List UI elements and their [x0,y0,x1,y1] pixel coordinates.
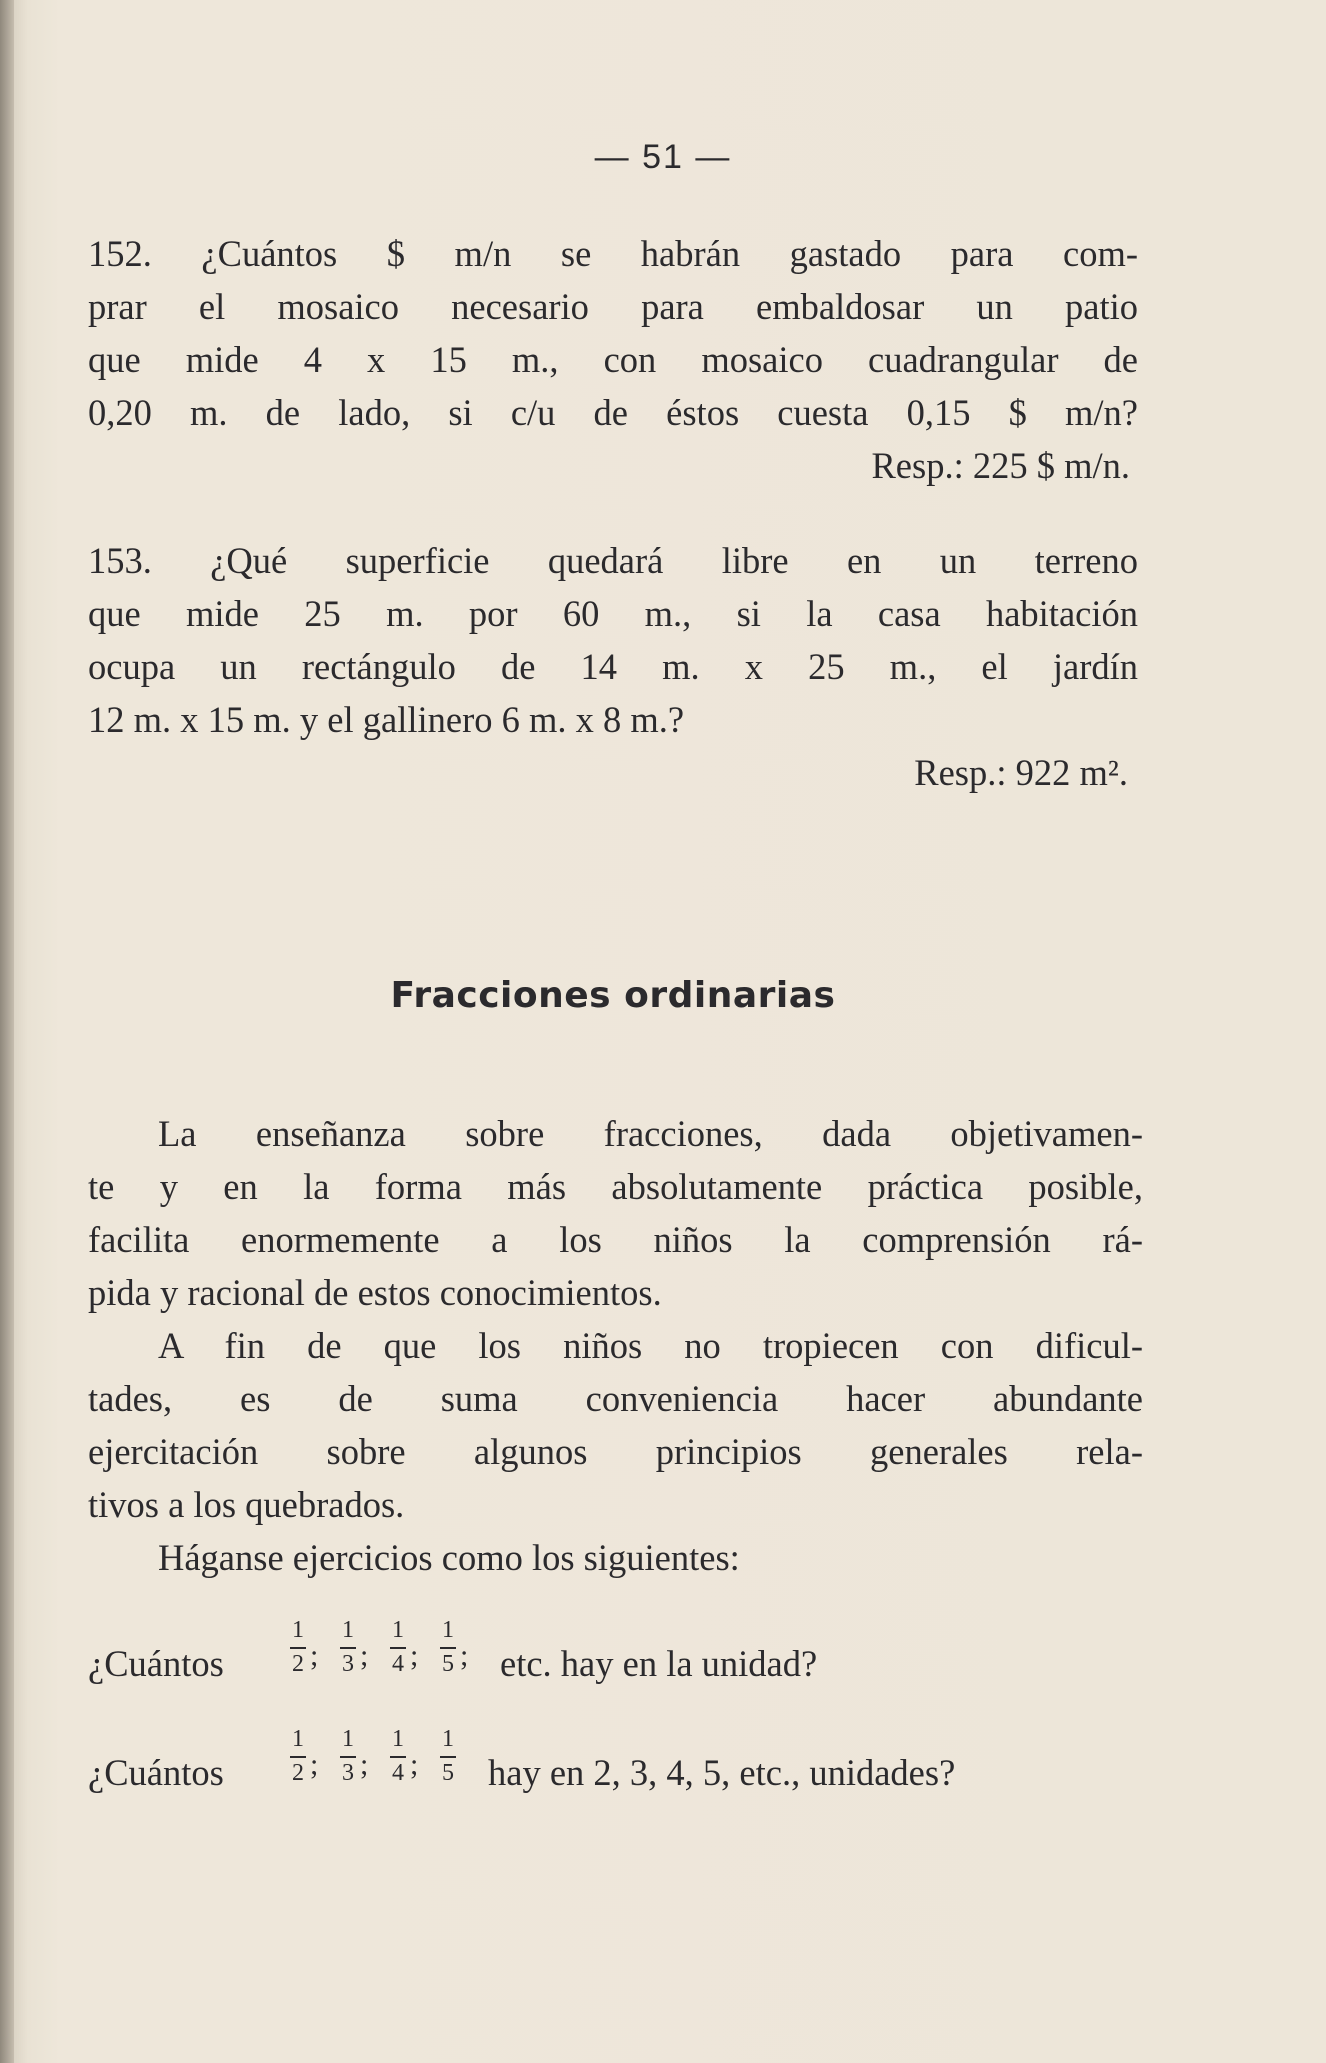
page-spine-shadow [0,0,14,2063]
problem-152-line-4: 0,20 m. de lado, si c/u de éstos cuesta 0,15 $ m/n? [88,392,1138,433]
problem-153-line-2: que mide 25 m. por 60 m., si la casa habitación [88,593,1138,634]
fraction-one-fifth: 1 5 ; [442,1617,469,1677]
fraction-one-fourth: 1 4 ; [392,1617,419,1677]
fraction-one-fourth-2: 1 4 ; [392,1726,419,1786]
problem-153-answer: Resp.: 922 m². [914,752,1128,793]
paragraph-2-line-2: tades, es de suma conveniencia hacer abundante [88,1378,1143,1419]
exercise-1-start: ¿Cuántos [88,1643,224,1684]
problem-152 [88,227,1138,492]
exercise-2-end: hay en 2, 3, 4, 5, etc., unidades? [488,1752,956,1793]
fraction-one-half-2: 1 2 ; [292,1726,319,1786]
paragraph-1-line-3: facilita enormemente a los niños la comprensión rá- [88,1219,1143,1260]
exercise-2-start: ¿Cuántos [88,1752,224,1793]
paragraph-2-line-4: tivos a los quebrados. [88,1484,405,1525]
paragraph-1-line-1: La enseñanza sobre fracciones, dada objetivamen- [158,1113,1143,1154]
paragraph-1-line-4: pida y racional de estos conocimientos. [88,1272,662,1313]
fraction-one-third-2: 1 3 ; [342,1726,369,1786]
exercise-line-2 [88,1726,1148,1806]
section-paragraphs [88,1107,1143,1584]
exercise-line-1 [88,1617,1148,1697]
page-number: — 51 — [594,138,732,176]
problem-153 [88,534,1138,799]
problem-152-line-3: que mide 4 x 15 m., con mosaico cuadrangular de [88,339,1138,380]
problem-153-line-4: 12 m. x 15 m. y el gallinero 6 m. x 8 m.? [88,699,685,740]
section-heading: Fracciones ordinarias [390,975,836,1016]
paragraph-3: Háganse ejercicios como los siguientes: [158,1537,740,1578]
problem-153-line-3: ocupa un rectángulo de 14 m. x 25 m., el jardín [88,646,1138,687]
paragraph-2-line-3: ejercitación sobre algunos principios generales rela- [88,1431,1143,1472]
paragraph-2-line-1: A fin de que los niños no tropiecen con dificul- [158,1325,1143,1366]
paragraph-1-line-2: te y en la forma más absolutamente práctica posible, [88,1166,1143,1207]
exercise-1-end: etc. hay en la unidad? [500,1643,818,1684]
problem-153-line-1: 153. ¿Qué superficie quedará libre en un terreno [88,540,1138,581]
problem-152-line-1: 152. ¿Cuántos $ m/n se habrán gastado para com- [88,233,1138,274]
problem-152-line-2: prar el mosaico necesario para embaldosar un patio [88,286,1138,327]
fraction-one-third: 1 3 ; [342,1617,369,1677]
problem-152-answer: Resp.: 225 $ m/n. [871,445,1130,486]
fraction-one-fifth-2: 1 5 [442,1726,454,1786]
fraction-one-half: 1 2 ; [292,1617,319,1677]
